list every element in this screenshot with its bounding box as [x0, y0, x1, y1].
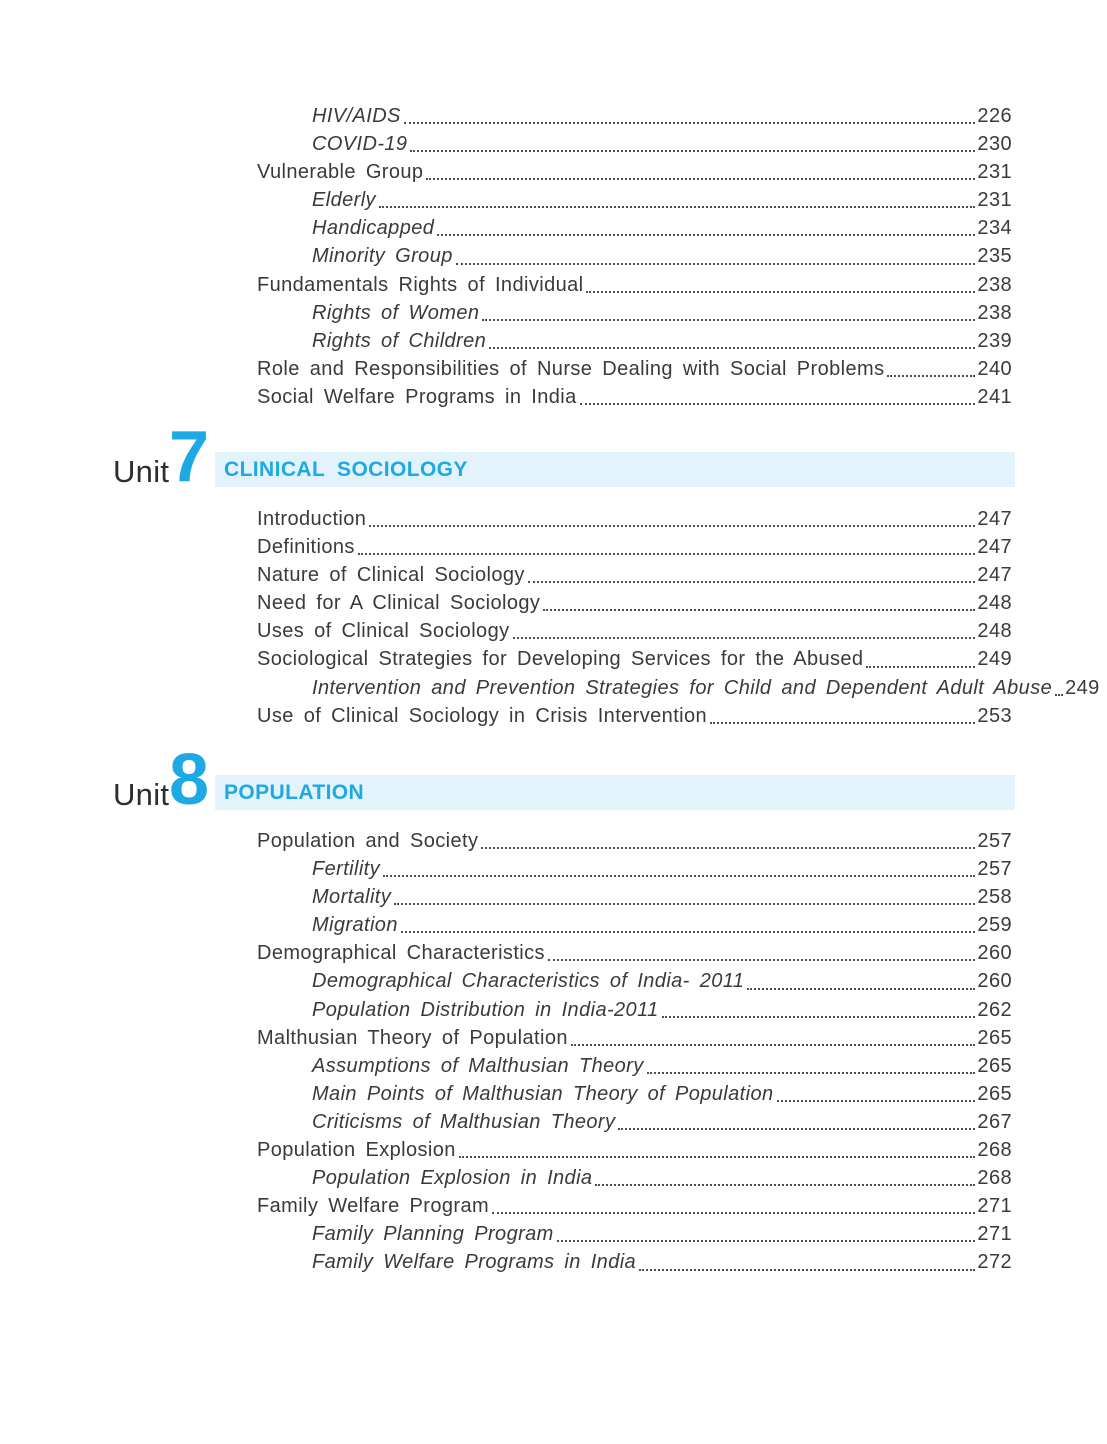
toc-entry-page: 265	[977, 1026, 1012, 1049]
toc-entry-title: Handicapped	[312, 217, 435, 240]
toc-entry-title: Sociological Strategies for Developing Services for the Abused	[257, 648, 864, 671]
toc-entry	[257, 996, 1012, 1024]
toc-entry-page: 234	[977, 217, 1012, 240]
toc-entry	[257, 1024, 1012, 1052]
toc-entry-title: Role and Responsibilities of Nurse Dealing with Social Problems	[257, 357, 885, 380]
toc-entry	[257, 130, 1012, 158]
dot-leader	[557, 1240, 976, 1242]
dot-leader	[543, 609, 975, 611]
toc-entry-page: 235	[977, 245, 1012, 268]
toc-entry-page: 265	[977, 1054, 1012, 1077]
toc-block-unit-7	[257, 505, 1100, 730]
toc-entry-page: 249	[977, 648, 1012, 671]
dot-leader	[528, 581, 976, 583]
toc-entry-title: Family Welfare Programs in India	[312, 1251, 637, 1274]
toc-entry-title: Social Welfare Programs in India	[257, 385, 577, 408]
toc-entry	[257, 505, 1012, 533]
toc-entry-title: Malthusian Theory of Population	[257, 1026, 568, 1049]
toc-entry	[257, 1220, 1012, 1248]
toc-entry-title: Mortality	[312, 886, 392, 909]
toc-entry	[257, 383, 1012, 411]
dot-leader	[379, 206, 975, 208]
dot-leader	[747, 988, 975, 990]
dot-leader	[595, 1184, 975, 1186]
toc-entry-page: 268	[977, 1139, 1012, 1162]
dot-leader	[383, 875, 975, 877]
toc-entry-page: 249	[1065, 676, 1100, 699]
dot-leader	[358, 553, 976, 555]
toc-entry	[257, 271, 1012, 299]
toc-entry	[257, 1052, 1012, 1080]
toc-entry	[257, 102, 1012, 130]
toc-entry-page: 271	[977, 1195, 1012, 1218]
toc-entry-page: 248	[977, 592, 1012, 615]
unit-7-number: 7	[169, 417, 210, 497]
toc-block-unit-8	[257, 827, 1012, 1277]
dot-leader	[548, 959, 975, 961]
toc-entry-title: Definitions	[257, 536, 355, 559]
toc-entry-title: Need for A Clinical Sociology	[257, 592, 541, 615]
dot-leader	[437, 234, 975, 236]
dot-leader	[482, 319, 975, 321]
toc-entry-title: Criticisms of Malthusian Theory	[312, 1110, 616, 1133]
dot-leader	[426, 178, 975, 180]
dot-leader	[369, 525, 975, 527]
toc-entry-page: 247	[977, 564, 1012, 587]
toc-entry	[257, 1080, 1012, 1108]
toc-entry-page: 262	[977, 998, 1012, 1021]
dot-leader	[489, 347, 975, 349]
dot-leader	[513, 637, 976, 639]
toc-entry-page: 230	[977, 133, 1012, 156]
dot-leader	[1055, 694, 1063, 696]
toc-entry-page: 247	[977, 536, 1012, 559]
toc-entry-page: 272	[977, 1251, 1012, 1274]
dot-leader	[410, 150, 975, 152]
toc-entry-title: Fertility	[312, 858, 381, 881]
dot-leader	[481, 847, 975, 849]
toc-entry-page: 238	[977, 273, 1012, 296]
toc-block-continuation	[257, 102, 1012, 411]
toc-entry	[257, 533, 1012, 561]
toc-entry-title: Intervention and Prevention Strategies for Child and Dependent Adult Abuse	[312, 676, 1053, 699]
toc-entry-title: Rights of Women	[312, 301, 480, 324]
toc-entry-page: 259	[977, 914, 1012, 937]
dot-leader	[401, 931, 976, 933]
toc-entry-title: Elderly	[312, 189, 376, 212]
toc-entry	[257, 327, 1012, 355]
dot-leader	[580, 403, 976, 405]
toc-entry-page: 257	[977, 830, 1012, 852]
toc-entry	[257, 827, 1012, 855]
dot-leader	[866, 666, 975, 668]
toc-entry-page: 271	[977, 1223, 1012, 1246]
unit-8-title-bar	[215, 775, 1015, 810]
toc-entry	[257, 158, 1012, 186]
unit-7-label: Unit	[113, 454, 170, 489]
toc-entry-title: Family Welfare Program	[257, 1195, 490, 1218]
dot-leader	[662, 1016, 976, 1018]
dot-leader	[456, 263, 976, 265]
toc-entry-title: Population Explosion	[257, 1139, 456, 1162]
toc-entry-page: 240	[977, 357, 1012, 380]
toc-entry-title: Uses of Clinical Sociology	[257, 620, 510, 643]
toc-entry	[257, 1164, 1012, 1192]
toc-entry	[257, 617, 1012, 645]
toc-entry-title: Demographical Characteristics of India- 2011	[312, 970, 745, 993]
toc-entry-page: 238	[977, 301, 1012, 324]
toc-entry	[257, 242, 1012, 270]
toc-entry-title: Main Points of Malthusian Theory of Population	[312, 1082, 774, 1105]
toc-entry-page: 231	[977, 161, 1012, 184]
toc-entry-title: Population and Society	[257, 830, 479, 852]
toc-entry-title: Use of Clinical Sociology in Crisis Intervention	[257, 704, 708, 727]
toc-entry-page: 241	[977, 385, 1012, 408]
unit-8-label: Unit	[113, 777, 170, 812]
toc-entry-page: 247	[977, 508, 1012, 530]
dot-leader	[571, 1044, 976, 1046]
toc-entry-title: Migration	[312, 914, 398, 937]
toc-entry-page: 231	[977, 189, 1012, 212]
toc-entry-page: 260	[977, 942, 1012, 965]
toc-entry	[257, 561, 1012, 589]
unit-7-title-bar	[215, 452, 1015, 487]
toc-entry-page: 257	[977, 858, 1012, 881]
toc-entry	[257, 589, 1012, 617]
toc-entry-page: 239	[977, 329, 1012, 352]
toc-entry-page: 253	[977, 704, 1012, 727]
toc-entry	[257, 1248, 1012, 1276]
toc-entry	[257, 911, 1012, 939]
toc-entry-title: Family Planning Program	[312, 1223, 554, 1246]
toc-entry-title: Population Explosion in India	[312, 1167, 593, 1190]
unit-8-number: 8	[169, 740, 210, 820]
toc-entry-title: Population Distribution in India-2011	[312, 998, 659, 1021]
dot-leader	[887, 375, 975, 377]
toc-entry-page: 267	[977, 1110, 1012, 1133]
toc-entry-title: Introduction	[257, 508, 367, 530]
toc-entry	[257, 1192, 1012, 1220]
toc-entry-page: 226	[977, 105, 1012, 127]
toc-entry-page: 265	[977, 1082, 1012, 1105]
toc-entry-title: Fundamentals Rights of Individual	[257, 273, 584, 296]
toc-entry-title: Demographical Characteristics	[257, 942, 545, 965]
toc-entry-title: Assumptions of Malthusian Theory	[312, 1054, 644, 1077]
toc-entry-page: 258	[977, 886, 1012, 909]
toc-entry-title: HIV/AIDS	[312, 105, 401, 127]
toc-entry	[257, 186, 1012, 214]
toc-entry	[257, 1136, 1012, 1164]
dot-leader	[492, 1212, 975, 1214]
toc-entry	[257, 299, 1012, 327]
dot-leader	[777, 1100, 976, 1102]
toc-entry	[257, 1108, 1012, 1136]
toc-entry-title: Vulnerable Group	[257, 161, 424, 184]
dot-leader	[618, 1128, 975, 1130]
toc-entry	[257, 702, 1012, 730]
toc-entry	[257, 674, 1100, 702]
dot-leader	[394, 903, 975, 905]
toc-entry	[257, 214, 1012, 242]
toc-entry-title: Nature of Clinical Sociology	[257, 564, 525, 587]
toc-entry-page: 248	[977, 620, 1012, 643]
toc-entry-page: 260	[977, 970, 1012, 993]
toc-entry-page: 268	[977, 1167, 1012, 1190]
toc-entry	[257, 855, 1012, 883]
toc-entry-title: Minority Group	[312, 245, 453, 268]
dot-leader	[647, 1072, 976, 1074]
unit-8-title: POPULATION	[224, 780, 365, 804]
unit-7-title: CLINICAL SOCIOLOGY	[224, 457, 468, 481]
toc-entry	[257, 645, 1012, 673]
dot-leader	[404, 122, 976, 124]
dot-leader	[586, 291, 975, 293]
toc-entry-title: COVID-19	[312, 133, 408, 156]
dot-leader	[710, 722, 975, 724]
toc-entry	[257, 355, 1012, 383]
dot-leader	[459, 1156, 976, 1158]
toc-entry-title: Rights of Children	[312, 329, 487, 352]
dot-leader	[639, 1269, 975, 1271]
toc-entry	[257, 939, 1012, 967]
toc-entry	[257, 967, 1012, 995]
toc-entry	[257, 883, 1012, 911]
